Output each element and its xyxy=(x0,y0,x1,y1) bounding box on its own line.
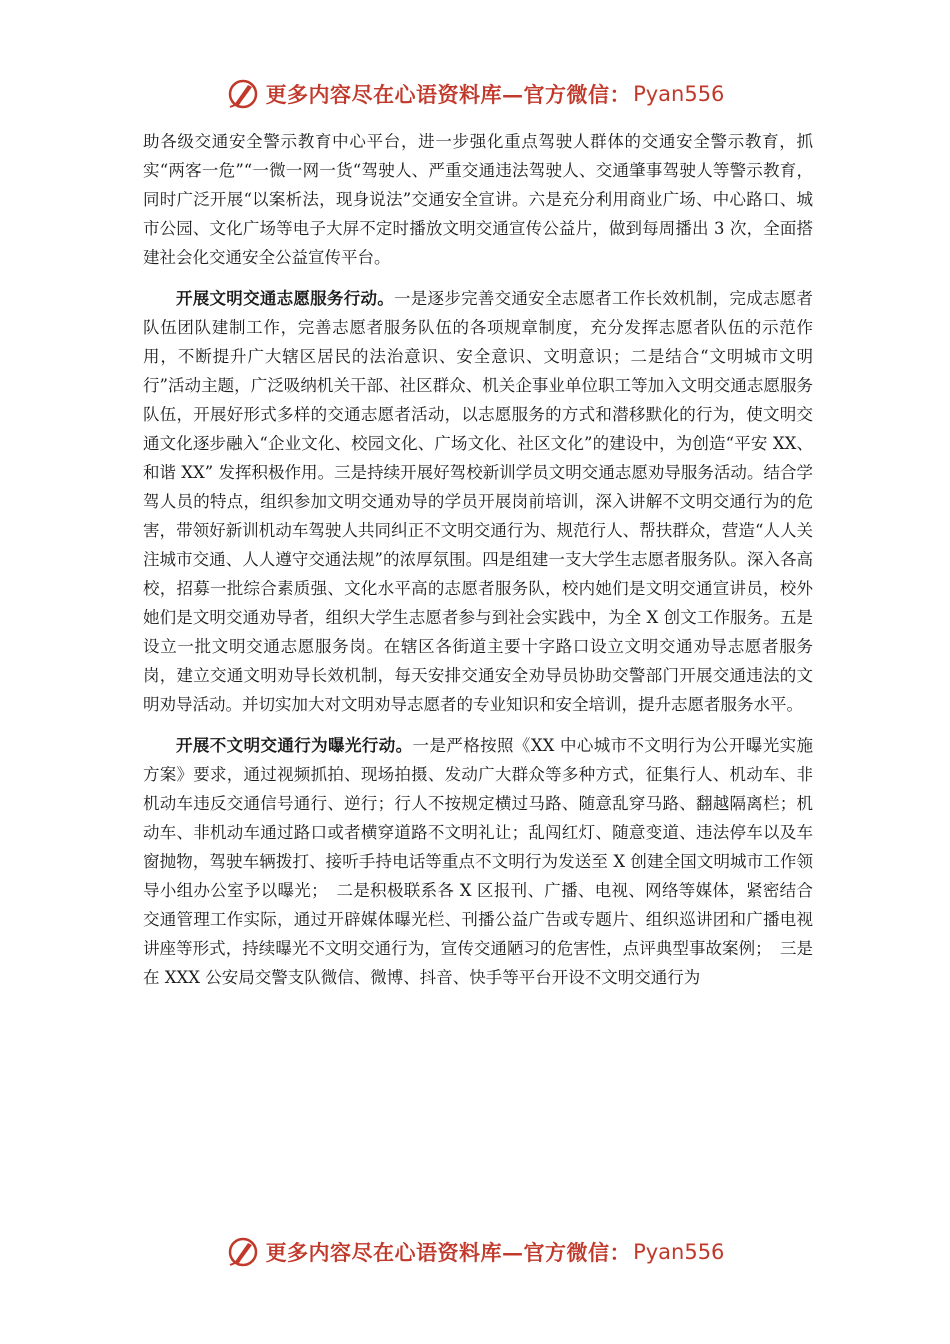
header-banner xyxy=(0,72,950,116)
paragraph-text: 一是逐步完善交通安全志愿者工作长效机制，完成志愿者队伍团队建制工作，完善志愿者服务队伍的各项规章制度，充分发挥志愿者队伍的示范作用，不断提升广大辖区居民的法治意识、安全意识、文明意识；二是结合“文明城市文明行”活动主题，广泛吸纳机关干部、社区群众、机关企事业单位职工等加入文明交通志愿服务队伍，开展好形式多样的交通志愿者活动，以志愿服务的方式和潜移默化的行为，使文明交通文化逐步融入“企业文化、校园文化、广场文化、社区文化”的建设中，为创造“平安 XX、和谐 XX” 发挥积极作用。三是持续开展好驾校新训学员文明交通志愿劝导服务活动。结合学驾人员的特点，组织参加文明交通劝导的学员开展岗前培训，深入讲解不文明交通行为的危害，带领好新训机动车驾驶人共同纠正不文明交通行为、规范行人、帮扶群众，营造“人人关注城市交通、人人遵守交通法规”的浓厚氛围。四是组建一支大学生志愿者服务队。深入各高校，招募一批综合素质强、文化水平高的志愿者服务队，校内她们是文明交通宣讲员，校外她们是文明交通劝导者，组织大学生志愿者参与到社会实践中，为全 X 创文工作服务。五是设立一批文明交通志愿服务岗。在辖区各街道主要十字路口设立文明交通劝导志愿者服务岗，建立交通文明劝导长效机制，每天安排交通安全劝导员协助交警部门开展交通违法的文明劝导活动。并切实加大对文明劝导志愿者的专业知识和安全培训，提升志愿者服务水平。 xyxy=(143,289,814,714)
paragraph-heading: 开展文明交通志愿服务行动。 xyxy=(176,289,395,308)
paragraph-continued xyxy=(143,127,813,272)
banner-wechat-id: Pyan556 xyxy=(633,82,725,106)
footer-banner xyxy=(0,1230,950,1274)
banner-wechat-id: Pyan556 xyxy=(633,1240,725,1264)
paragraph-heading: 开展不文明交通行为曝光行动。 xyxy=(176,736,413,755)
document-body xyxy=(143,127,813,1004)
banner-text: 更多内容尽在心语资料库—官方微信： xyxy=(265,82,632,107)
paragraph-text: 一是严格按照《XX 中心城市不文明行为公开曝光实施方案》要求，通过视频抓拍、现场拍摄、发动广大群众等多种方式，征集行人、机动车、非机动车违反交通信号通行、逆行；行人不按规定横过马路、随意乱穿马路、翻越隔离栏；机动车、非机动车通过路口或者横穿道路不文明礼让；乱闯红灯、随意变道、违法停车以及车窗抛物，驾驶车辆拨打、接听手持电话等重点不文明行为发送至 X 创建全国文明城市工作领导小组办公室予以曝光； 二是积极联系各 X 区报刊、广播、电视、网络等媒体，紧密结合交通管理工作实际，通过开辟媒体曝光栏、刊播公益广告或专题片、组织巡讲团和广播电视讲座等形式，持续曝光不文明交通行为，宣传交通陋习的危害性，点评典型事故案例； 三是在 XXX 公安局交警支队微信、微博、抖音、快手等平台开设不文明交通行为 xyxy=(143,736,813,987)
paragraph-volunteer-service xyxy=(143,284,813,719)
paragraph-text: 助各级交通安全警示教育中心平台，进一步强化重点驾驶人群体的交通安全警示教育，抓实“两客一危”“一微一网一货“驾驶人、严重交通违法驾驶人、交通肇事驾驶人等警示教育，同时广泛开展“以案析法，现身说法”交通安全宣讲。六是充分利用商业广场、中心路口、城市公园、文化广场等电子大屏不定时播放文明交通宣传公益片，做到每周播出 3 次，全面搭建社会化交通安全公益宣传平台。 xyxy=(143,132,813,267)
banner-text: 更多内容尽在心语资料库—官方微信： xyxy=(265,1240,632,1265)
quill-logo-icon xyxy=(226,77,260,111)
quill-logo-icon xyxy=(226,1235,260,1269)
paragraph-exposure-action xyxy=(143,731,813,992)
